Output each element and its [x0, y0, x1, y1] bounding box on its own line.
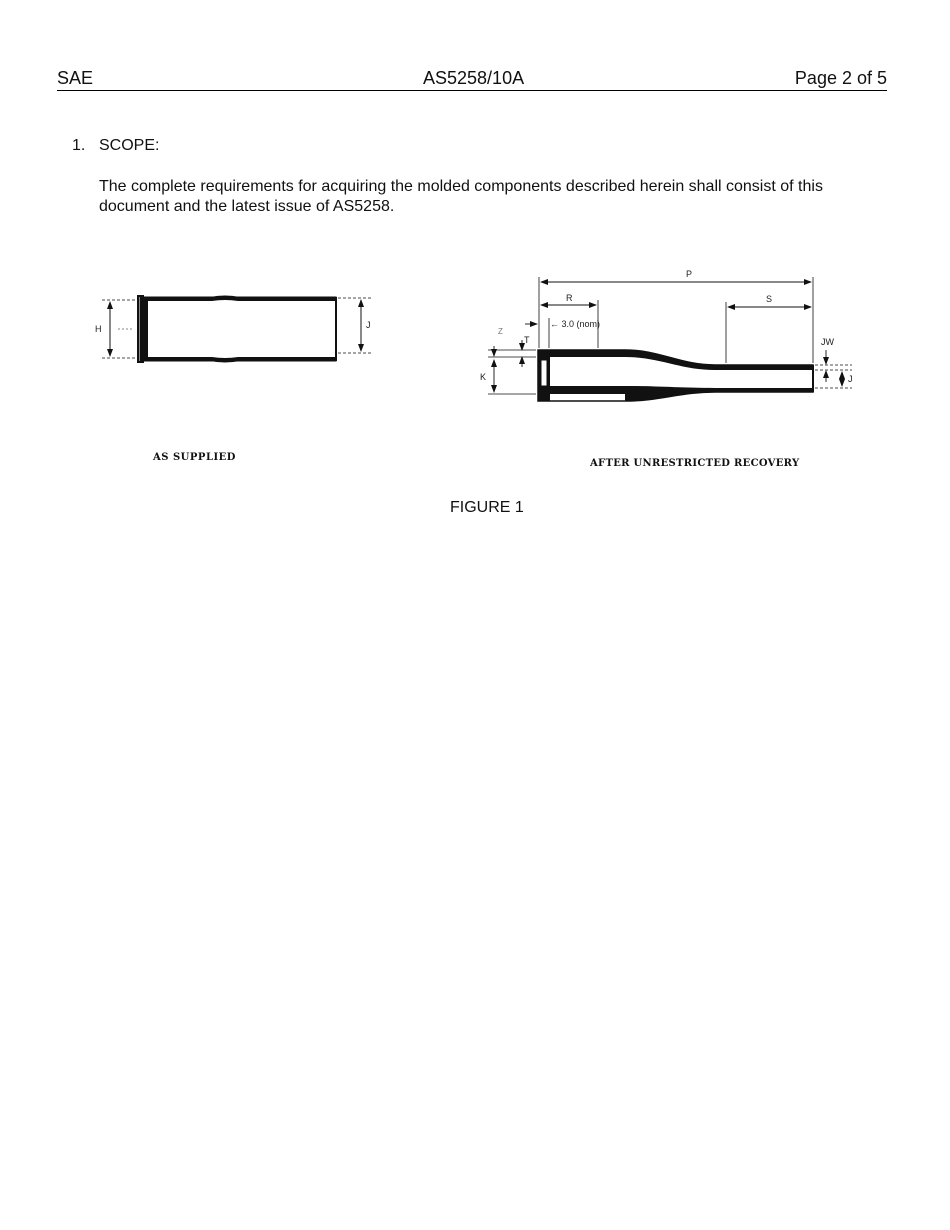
caption-as-supplied: AS SUPPLIED: [153, 452, 236, 463]
dimension-k: [488, 360, 536, 394]
label-r: R: [566, 293, 573, 303]
label-s: S: [766, 294, 773, 304]
tube-recovered: [538, 350, 813, 401]
dimension-j-right: [815, 372, 852, 388]
label-j-left: J: [366, 320, 371, 330]
label-p: P: [686, 269, 693, 279]
dimension-s: [726, 302, 811, 363]
label-jw: JW: [821, 337, 834, 347]
section-number: 1.: [72, 137, 86, 154]
figure-title: FIGURE 1: [450, 499, 524, 516]
label-z: Z: [498, 327, 503, 336]
section-title: SCOPE:: [99, 137, 160, 154]
caption-after-recovery: AFTER UNRESTRICTED RECOVERY: [590, 458, 800, 469]
header-doc-number: AS5258/10A: [423, 68, 525, 88]
label-k: K: [480, 372, 487, 382]
dimension-h-left: [102, 300, 138, 358]
figure-drawing: [0, 0, 950, 520]
label-nom: ← 3.0 (nom): [550, 319, 601, 329]
header-page-number: Page 2 of 5: [794, 68, 887, 88]
label-h-left: H: [95, 324, 102, 334]
tube-as-supplied: [138, 296, 336, 363]
dimension-jw: [815, 350, 852, 382]
header-org: SAE: [57, 68, 94, 88]
section-body-text: The complete requirements for acquiring the molded components described herein shall consist of this document and the latest issue of AS5258.: [99, 178, 823, 215]
label-t: T: [524, 335, 530, 345]
label-j-right: J: [848, 374, 853, 384]
